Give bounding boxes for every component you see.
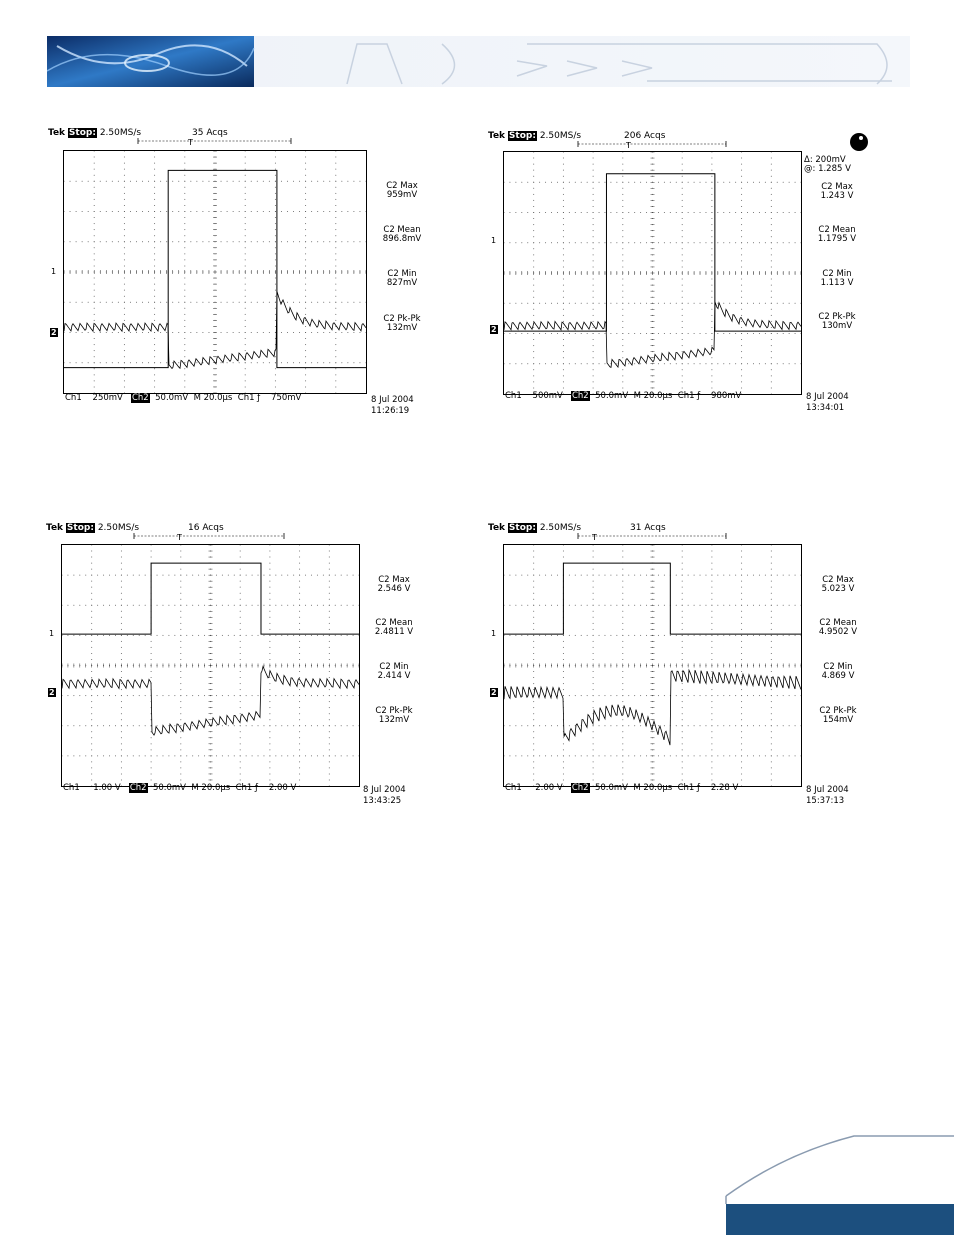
sample-rate: 2.50MS/s [539, 523, 582, 533]
measurement-c2-max: C2 Max 1.243 V [820, 182, 854, 201]
ch2-ground-marker: 2 [51, 328, 57, 337]
trigger-position-bar [132, 533, 292, 543]
scope-settings-line: Ch1 250mV Ch2 50.0mV M 20.0µs Ch1 ƒ 750mV [65, 393, 302, 403]
stop-badge: Stop: [508, 131, 536, 141]
ch1-waveform [504, 174, 801, 331]
sample-rate: 2.50MS/s [99, 128, 142, 138]
tek-label: Tek [488, 523, 506, 533]
measurement-c2-pkpk: C2 Pk-Pk 132mV [375, 706, 413, 725]
measurement-c2-max: C2 Max 5.023 V [821, 575, 855, 594]
ch1-ground-marker: 1 [49, 629, 55, 638]
graticule [64, 151, 366, 393]
scope-panel-2 [488, 131, 878, 431]
sample-rate: 2.50MS/s [539, 131, 582, 141]
timestamp: 8 Jul 2004 11:26:19 [371, 395, 414, 416]
scope-panel-3 [46, 523, 436, 823]
ch2-waveform [62, 667, 359, 736]
measurement-c2-mean: C2 Mean 1.1795 V [817, 225, 857, 244]
tek-label: Tek [46, 523, 64, 533]
svg-text:T: T [592, 533, 597, 542]
measurement-c2-pkpk: C2 Pk-Pk 130mV [818, 312, 856, 331]
tek-label: Tek [48, 128, 66, 138]
scope-status-line [48, 128, 141, 138]
scope-panel-4 [488, 523, 878, 823]
scope-grid [503, 151, 802, 395]
scope-status-line [46, 523, 139, 533]
measurement-c2-min: C2 Min 2.414 V [377, 662, 411, 681]
graticule [504, 152, 801, 394]
timestamp: 8 Jul 2004 13:43:25 [363, 785, 406, 806]
measurement-c2-min: C2 Min 827mV [386, 269, 418, 288]
scope-settings-line: Ch1 500mV Ch2 50.0mV M 20.0µs Ch1 ƒ 980mV [505, 391, 742, 401]
sample-rate: 2.50MS/s [97, 523, 140, 533]
trigger-position-bar [576, 141, 736, 151]
scope-status-line [488, 131, 581, 141]
acquisition-count: 16 Acqs [188, 523, 224, 533]
scope-grid [503, 544, 802, 787]
ch2-ground-marker: 2 [49, 688, 55, 697]
measurement-c2-mean: C2 Mean 2.4811 V [374, 618, 414, 637]
acquisition-count: 31 Acqs [630, 523, 666, 533]
scope-status-line [488, 523, 581, 533]
timestamp: 8 Jul 2004 15:37:13 [806, 785, 849, 806]
measurement-c2-pkpk: C2 Pk-Pk 132mV [383, 314, 421, 333]
acquisition-count: 35 Acqs [192, 128, 228, 138]
scope-grid [63, 150, 367, 394]
svg-text:T: T [626, 141, 631, 150]
run-indicator-icon [850, 133, 868, 151]
graticule [504, 545, 801, 786]
tek-label: Tek [488, 131, 506, 141]
ch1-waveform [64, 170, 366, 367]
measurement-c2-max: C2 Max 2.546 V [377, 575, 411, 594]
ch1-ground-marker: 1 [51, 267, 57, 276]
timestamp: 8 Jul 2004 13:34:01 [806, 392, 849, 413]
measurement-c2-min: C2 Min 4.869 V [821, 662, 855, 681]
scope-settings-line: Ch1 2.00 V Ch2 50.0mV M 20.0µs Ch1 ƒ 2.28 V [505, 783, 739, 793]
ch1-ground-marker: 1 [491, 629, 497, 638]
scope-grid [61, 544, 360, 787]
measurement-c2-min: C2 Min 1.113 V [820, 269, 854, 288]
acquisition-count: 206 Acqs [624, 131, 666, 141]
stop-badge: Stop: [508, 523, 536, 533]
scope-settings-line: Ch1 1.00 V Ch2 50.0mV M 20.0µs Ch1 ƒ 2.00 V [63, 783, 297, 793]
measurement-c2-pkpk: C2 Pk-Pk 154mV [819, 706, 857, 725]
measurement-c2-max: C2 Max 959mV [386, 181, 418, 200]
svg-text:T: T [177, 533, 182, 542]
stop-badge: Stop: [68, 128, 96, 138]
measurement-c2-mean: C2 Mean 4.9502 V [818, 618, 858, 637]
footer-swoosh-logo [724, 1134, 954, 1235]
svg-text:T: T [188, 138, 193, 147]
scope-panel-1 [48, 128, 438, 428]
trigger-position-bar [576, 533, 736, 543]
measurement-c2-mean: C2 Mean 896.8mV [382, 225, 422, 244]
ch2-ground-marker: 2 [491, 688, 497, 697]
graticule [62, 545, 359, 786]
ch1-ground-marker: 1 [491, 236, 497, 245]
stop-badge: Stop: [66, 523, 94, 533]
header-banner [47, 36, 910, 87]
trigger-position-bar [136, 138, 296, 148]
cursor-readout: Δ: 200mV @: 1.285 V [804, 155, 851, 174]
ch2-ground-marker: 2 [491, 325, 497, 334]
